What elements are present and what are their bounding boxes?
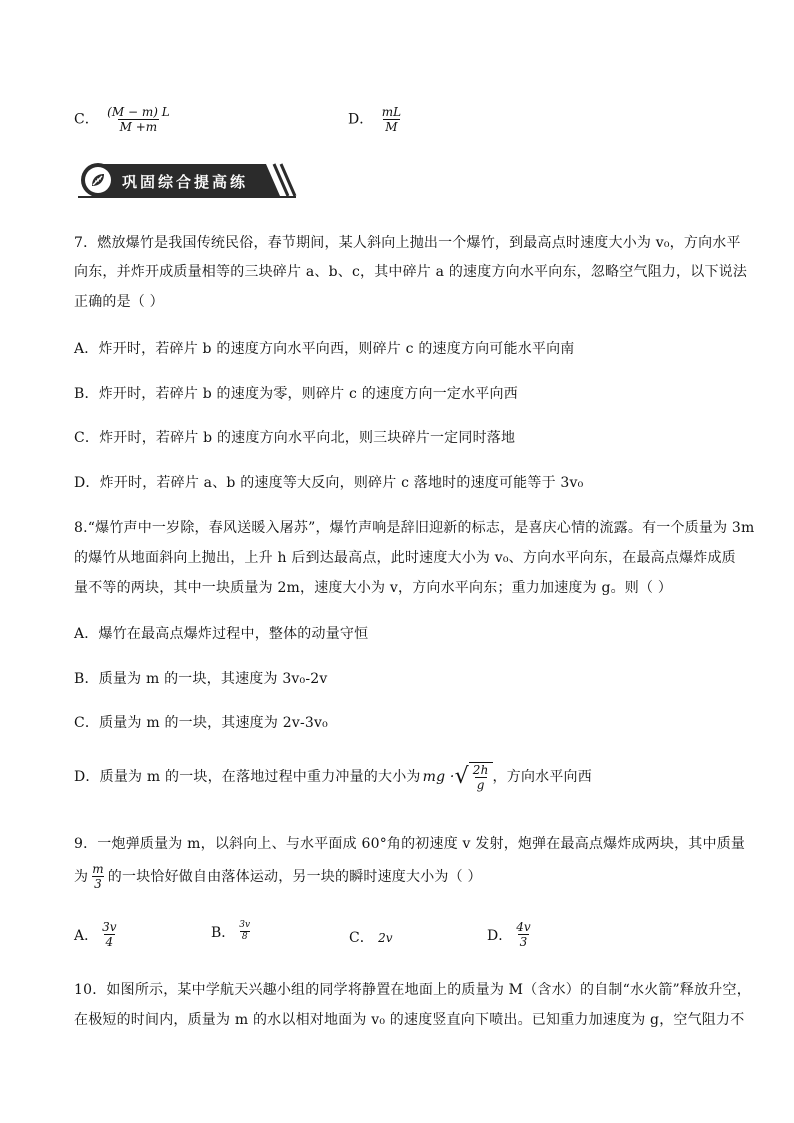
section-banner: [78, 160, 300, 200]
option-d-denominator: M: [385, 120, 398, 134]
q9-stem-line2-prefix: 为: [74, 868, 89, 885]
q7-option-d: D．炸开时，若碎片 a、b 的速度等大反向，则碎片 c 落地时的速度可能等于 3v₀: [74, 475, 584, 491]
q7-stem-line2: 向东，并炸开成质量相等的三块碎片 a、b、c，其中碎片 a 的速度方向水平向东，忽略空气阻力，以下说法: [74, 264, 748, 280]
q9-option-c: [349, 927, 393, 947]
q9-option-b-den: 8: [241, 932, 248, 942]
q9-option-a-num: 3v: [102, 920, 117, 934]
q9-option-c-value: 2v: [378, 931, 393, 945]
q7-option-b: B．炸开时，若碎片 b 的速度为零，则碎片 c 的速度方向一定水平向西: [74, 386, 518, 402]
q8-stem-line3: 量不等的两块，其中一块质量为 2m，速度大小为 v，方向水平向东；重力加速度为 g。则（ ）: [74, 580, 673, 596]
q9-stem-line2: [74, 862, 482, 891]
option-d-numerator: mL: [381, 105, 402, 119]
q9-option-d-fraction: [514, 920, 532, 949]
q8-stem-line1: 8.“爆竹声中一岁除，春风送暖入屠苏”，爆竹声响是辞旧迎新的标志，是喜庆心情的流露。有一个质量为 3m: [74, 520, 755, 536]
q9-option-a-den: 4: [105, 935, 114, 949]
q8-option-d-text: D．质量为 m 的一块，在落地过程中重力冲量的大小为: [74, 769, 421, 785]
q9-option-b-num: 3v: [239, 920, 251, 930]
q7-option-a: A．炸开时，若碎片 b 的速度方向水平向西，则碎片 c 的速度方向可能水平向南: [74, 341, 575, 357]
q9-option-d-num: 4v: [516, 920, 531, 934]
leaf-emblem-icon: [88, 170, 108, 190]
q7-option-c: C．炸开时，若碎片 b 的速度方向水平向北，则三块碎片一定同时落地: [74, 430, 516, 446]
sqrt-symbol: √: [454, 764, 469, 789]
q9-option-d-den: 3: [519, 935, 528, 949]
q9-option-a-fraction: [100, 920, 118, 949]
q9-mass-fraction: [90, 862, 106, 891]
option-c-fraction: [105, 105, 172, 134]
option-c-numerator: (M − m) L: [107, 105, 170, 119]
option-d-top: [348, 105, 405, 134]
q8-option-d-mg: mg ·: [422, 769, 455, 785]
q7-stem-line1: 7．燃放爆竹是我国传统民俗，春节期间，某人斜向上抛出一个爆竹，到最高点时速度大小为 v₀，方向水平: [74, 235, 741, 251]
option-d-fraction: [380, 105, 403, 134]
option-d-label: D．: [348, 111, 374, 128]
q8-option-d-sqrt: [455, 762, 493, 792]
q9-option-d-label: D．: [487, 927, 513, 944]
q9-option-a-label: A．: [74, 927, 99, 944]
option-c-top: [74, 105, 174, 134]
option-c-label: C．: [74, 111, 99, 128]
q9-option-b-fraction: [237, 920, 252, 943]
q8-option-d-direction: ，方向水平向西: [492, 769, 592, 785]
q9-mass-fraction-den: 3: [94, 877, 102, 891]
q9-option-a: [74, 920, 121, 949]
q9-option-d: [487, 920, 535, 949]
q9-option-b: [211, 920, 254, 943]
q8-option-a: A．爆竹在最高点爆炸过程中，整体的动量守恒: [74, 626, 369, 642]
q8-option-d-sqrt-den: g: [476, 778, 485, 792]
q7-stem-line3: 正确的是（ ）: [74, 294, 164, 310]
q9-option-b-label: B．: [211, 924, 236, 941]
q9-stem-line2-text: 的一块恰好做自由落体运动，另一块的瞬时速度大小为（ ）: [107, 868, 482, 885]
q8-option-c: C．质量为 m 的一块，其速度为 2v-3v₀: [74, 715, 328, 731]
q9-mass-fraction-num: m: [92, 862, 104, 876]
q9-option-c-label: C．: [349, 930, 374, 946]
q8-option-d: [74, 762, 592, 792]
section-title: 巩固综合提高练: [122, 173, 249, 191]
q8-option-b: B．质量为 m 的一块，其速度为 3v₀-2v: [74, 671, 328, 687]
q8-stem-line2: 的爆竹从地面斜向上抛出，上升 h 后到达最高点，此时速度大小为 v₀、方向水平向东，在最高点爆炸成质: [74, 550, 736, 566]
q8-option-d-sqrt-fraction: [469, 762, 493, 792]
q8-option-d-sqrt-num: 2h: [472, 763, 489, 777]
q10-stem-line1: 10．如图所示，某中学航天兴趣小组的同学将静置在地面上的质量为 M（含水）的自制“水火箭”释放升空，: [74, 982, 751, 998]
q10-stem-line2: 在极短的时间内，质量为 m 的水以相对地面为 v₀ 的速度竖直向下喷出。已知重力加速度为 g，空气阻力不: [74, 1012, 745, 1028]
q9-stem-line1: 9．一炮弹质量为 m，以斜向上、与水平面成 60°角的初速度 v 发射，炮弹在最高点爆炸成两块，其中质量: [74, 836, 746, 852]
option-c-denominator: M +m: [119, 120, 158, 134]
